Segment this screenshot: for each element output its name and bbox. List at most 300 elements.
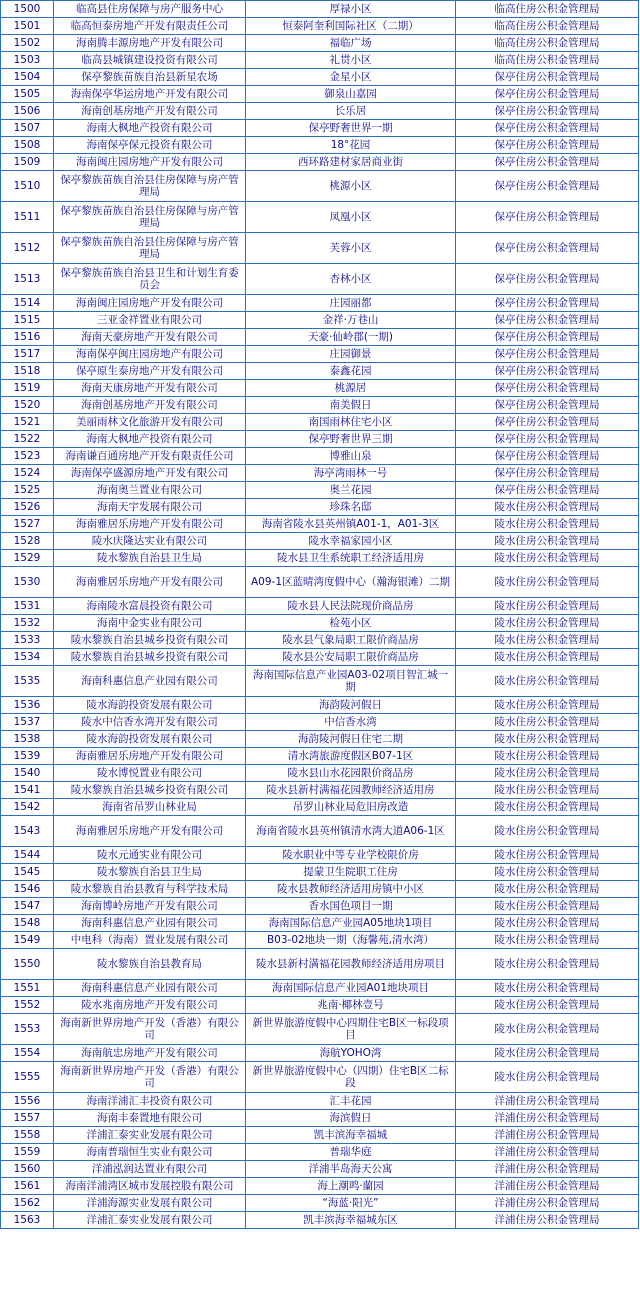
fund-authority-cell: 保亭住房公积金管理局: [456, 86, 639, 103]
developer-cell: 陵水海韵投资发展有限公司: [54, 731, 246, 748]
row-number-cell: 1525: [1, 482, 54, 499]
fund-authority-cell: 保亭住房公积金管理局: [456, 363, 639, 380]
fund-authority-cell: 陵水住房公积金管理局: [456, 615, 639, 632]
row-number-cell: 1554: [1, 1045, 54, 1062]
row-number-cell: 1560: [1, 1161, 54, 1178]
row-number-cell: 1517: [1, 346, 54, 363]
row-number-cell: 1534: [1, 649, 54, 666]
project-name-cell: 清水湾旅游度假区B07-1区: [246, 748, 456, 765]
project-name-cell: 厚禄小区: [246, 1, 456, 18]
fund-authority-cell: 保亭住房公积金管理局: [456, 414, 639, 431]
fund-authority-cell: 洋浦住房公积金管理局: [456, 1161, 639, 1178]
developer-cell: 海南创基房地产开发有限公司: [54, 397, 246, 414]
table-row: [1, 431, 639, 448]
project-name-cell: 珍珠名邸: [246, 499, 456, 516]
row-number-cell: 1500: [1, 1, 54, 18]
row-number-cell: 1543: [1, 816, 54, 847]
developer-cell: 保亭黎族苗族自治县住房保障与房产管理局: [54, 202, 246, 233]
table-row: [1, 550, 639, 567]
project-name-cell: 海亭湾雨林一号: [246, 465, 456, 482]
row-number-cell: 1511: [1, 202, 54, 233]
fund-authority-cell: 陵水住房公积金管理局: [456, 499, 639, 516]
project-name-cell: 汇丰花园: [246, 1093, 456, 1110]
fund-authority-cell: 临高住房公积金管理局: [456, 35, 639, 52]
table-row: [1, 448, 639, 465]
row-number-cell: 1552: [1, 997, 54, 1014]
table-row: [1, 202, 639, 233]
developer-cell: 陵水黎族自治县卫生局: [54, 864, 246, 881]
table-row: [1, 329, 639, 346]
fund-authority-cell: 临高住房公积金管理局: [456, 52, 639, 69]
table-row: [1, 1110, 639, 1127]
table-row: [1, 137, 639, 154]
row-number-cell: 1537: [1, 714, 54, 731]
table-row: [1, 1195, 639, 1212]
fund-authority-cell: 陵水住房公积金管理局: [456, 782, 639, 799]
project-name-cell: 提蒙卫生院职工住房: [246, 864, 456, 881]
fund-authority-cell: 陵水住房公积金管理局: [456, 1014, 639, 1045]
project-name-cell: 天豪·仙岭郡(一期): [246, 329, 456, 346]
developer-cell: 海南天豪房地产开发有限公司: [54, 329, 246, 346]
fund-authority-cell: 陵水住房公积金管理局: [456, 847, 639, 864]
project-name-cell: 奥兰花园: [246, 482, 456, 499]
fund-authority-cell: 洋浦住房公积金管理局: [456, 1110, 639, 1127]
row-number-cell: 1538: [1, 731, 54, 748]
table-row: [1, 1212, 639, 1229]
developer-cell: 海南省吊罗山林业局: [54, 799, 246, 816]
fund-authority-cell: 洋浦住房公积金管理局: [456, 1212, 639, 1229]
developer-cell: 陵水黎族自治县卫生局: [54, 550, 246, 567]
developer-cell: 海南科惠信息产业园有限公司: [54, 666, 246, 697]
developer-cell: 陵水黎族自治县城乡投资有限公司: [54, 649, 246, 666]
project-name-cell: 海滨假日: [246, 1110, 456, 1127]
developer-cell: 海南保亭华运房地产开发有限公司: [54, 86, 246, 103]
table-row: [1, 598, 639, 615]
table-row: [1, 533, 639, 550]
row-number-cell: 1523: [1, 448, 54, 465]
fund-authority-cell: 保亭住房公积金管理局: [456, 380, 639, 397]
row-number-cell: 1557: [1, 1110, 54, 1127]
project-name-cell: 海南省陵水县英州镇清水湾大道A06-1区: [246, 816, 456, 847]
table-row: [1, 414, 639, 431]
fund-authority-cell: 陵水住房公积金管理局: [456, 898, 639, 915]
project-name-cell: 泰鑫花园: [246, 363, 456, 380]
developer-cell: 海南洋浦汇丰投资有限公司: [54, 1093, 246, 1110]
developer-cell: 陵水黎族自治县教育局: [54, 949, 246, 980]
fund-authority-cell: 陵水住房公积金管理局: [456, 714, 639, 731]
row-number-cell: 1555: [1, 1062, 54, 1093]
fund-authority-cell: 保亭住房公积金管理局: [456, 120, 639, 137]
fund-authority-cell: 陵水住房公积金管理局: [456, 799, 639, 816]
row-number-cell: 1553: [1, 1014, 54, 1045]
fund-authority-cell: 陵水住房公积金管理局: [456, 816, 639, 847]
project-name-cell: 海南国际信息产业园A03-02项目智汇城一期: [246, 666, 456, 697]
row-number-cell: 1556: [1, 1093, 54, 1110]
project-name-cell: 海上潮鸣·蘭园: [246, 1178, 456, 1195]
table-row: [1, 312, 639, 329]
developer-cell: 海南保亭盛源房地产开发有限公司: [54, 465, 246, 482]
table-row: [1, 465, 639, 482]
table-row: [1, 765, 639, 782]
developer-cell: 陵水博悦置业有限公司: [54, 765, 246, 782]
row-number-cell: 1516: [1, 329, 54, 346]
developer-cell: 洋浦汇泰实业发展有限公司: [54, 1212, 246, 1229]
row-number-cell: 1533: [1, 632, 54, 649]
project-name-cell: 凤凰小区: [246, 202, 456, 233]
developer-cell: 海南博岭房地产开发有限公司: [54, 898, 246, 915]
developer-cell: 海南洋浦湾区城市发展控股有限公司: [54, 1178, 246, 1195]
table-row: [1, 799, 639, 816]
fund-authority-cell: 陵水住房公积金管理局: [456, 997, 639, 1014]
developer-cell: 保亭黎族苗族自治县住房保障与房产管理局: [54, 171, 246, 202]
row-number-cell: 1540: [1, 765, 54, 782]
row-number-cell: 1558: [1, 1127, 54, 1144]
developer-cell: 陵水中信香水湾开发有限公司: [54, 714, 246, 731]
row-number-cell: 1527: [1, 516, 54, 533]
fund-authority-cell: 洋浦住房公积金管理局: [456, 1127, 639, 1144]
row-number-cell: 1542: [1, 799, 54, 816]
developer-cell: 海南腾丰源房地产开发有限公司: [54, 35, 246, 52]
fund-authority-cell: 洋浦住房公积金管理局: [456, 1093, 639, 1110]
project-name-cell: 庄园丽都: [246, 295, 456, 312]
row-number-cell: 1550: [1, 949, 54, 980]
project-name-cell: 检苑小区: [246, 615, 456, 632]
row-number-cell: 1522: [1, 431, 54, 448]
fund-authority-cell: 陵水住房公积金管理局: [456, 666, 639, 697]
fund-authority-cell: 保亭住房公积金管理局: [456, 431, 639, 448]
developer-cell: 陵水元通实业有限公司: [54, 847, 246, 864]
project-name-cell: 陵水县卫生系统职工经济适用房: [246, 550, 456, 567]
project-name-cell: 桃源小区: [246, 171, 456, 202]
developer-cell: 洋浦汇泰实业发展有限公司: [54, 1127, 246, 1144]
table-row: [1, 86, 639, 103]
row-number-cell: 1526: [1, 499, 54, 516]
table-row: [1, 567, 639, 598]
table-row: [1, 697, 639, 714]
fund-authority-cell: 临高住房公积金管理局: [456, 1, 639, 18]
fund-authority-cell: 保亭住房公积金管理局: [456, 346, 639, 363]
table-row: [1, 847, 639, 864]
developer-cell: 洋浦海源实业发展有限公司: [54, 1195, 246, 1212]
fund-authority-cell: 陵水住房公积金管理局: [456, 765, 639, 782]
project-name-cell: 中信香水湾: [246, 714, 456, 731]
row-number-cell: 1549: [1, 932, 54, 949]
developer-cell: 海南保亭保元投资有限公司: [54, 137, 246, 154]
fund-authority-cell: 洋浦住房公积金管理局: [456, 1178, 639, 1195]
fund-authority-cell: 陵水住房公积金管理局: [456, 632, 639, 649]
fund-authority-cell: 陵水住房公积金管理局: [456, 1062, 639, 1093]
table-row: [1, 363, 639, 380]
developer-cell: 海南奥兰置业有限公司: [54, 482, 246, 499]
table-body: [1, 1, 639, 1229]
fund-authority-cell: 保亭住房公积金管理局: [456, 295, 639, 312]
table-row: [1, 816, 639, 847]
row-number-cell: 1545: [1, 864, 54, 881]
project-name-cell: 御泉山嘉园: [246, 86, 456, 103]
developer-cell: 临高恒泰房地产开发有限责任公司: [54, 18, 246, 35]
row-number-cell: 1559: [1, 1144, 54, 1161]
fund-authority-cell: 陵水住房公积金管理局: [456, 864, 639, 881]
developer-cell: 陵水黎族自治县教育与科学技术局: [54, 881, 246, 898]
developer-cell: 海南新世界房地产开发（香港）有限公司: [54, 1062, 246, 1093]
row-number-cell: 1563: [1, 1212, 54, 1229]
project-name-cell: 凯丰滨海幸福城东区: [246, 1212, 456, 1229]
developer-cell: 保亭黎族苗族自治县住房保障与房产管理局: [54, 233, 246, 264]
table-row: [1, 898, 639, 915]
row-number-cell: 1520: [1, 397, 54, 414]
developer-cell: 海南丰泰置地有限公司: [54, 1110, 246, 1127]
table-row: [1, 233, 639, 264]
row-number-cell: 1504: [1, 69, 54, 86]
row-number-cell: 1546: [1, 881, 54, 898]
developer-cell: 海南大枫地产投资有限公司: [54, 120, 246, 137]
developer-cell: 海南中金实业有限公司: [54, 615, 246, 632]
project-name-cell: 陵水县气象局职工限价商品房: [246, 632, 456, 649]
row-number-cell: 1503: [1, 52, 54, 69]
row-number-cell: 1539: [1, 748, 54, 765]
project-name-cell: 陵水县山水花园限价商品房: [246, 765, 456, 782]
project-name-cell: 吊罗山林业局危旧房改造: [246, 799, 456, 816]
project-name-cell: 保亭野奢世界一期: [246, 120, 456, 137]
project-name-cell: 福临广场: [246, 35, 456, 52]
project-name-cell: 洋浦半岛海天公寓: [246, 1161, 456, 1178]
project-name-cell: 香水国色项目一期: [246, 898, 456, 915]
fund-authority-cell: 保亭住房公积金管理局: [456, 137, 639, 154]
project-name-cell: 陵水县教师经济适用房镇中小区: [246, 881, 456, 898]
fund-authority-cell: 洋浦住房公积金管理局: [456, 1144, 639, 1161]
table-row: [1, 1178, 639, 1195]
table-row: [1, 35, 639, 52]
fund-authority-cell: 保亭住房公积金管理局: [456, 329, 639, 346]
table-row: [1, 346, 639, 363]
fund-authority-cell: 保亭住房公积金管理局: [456, 448, 639, 465]
fund-authority-cell: 陵水住房公积金管理局: [456, 567, 639, 598]
project-name-cell: “海蓝·阳光”: [246, 1195, 456, 1212]
developer-cell: 临高县城镇建设投资有限公司: [54, 52, 246, 69]
table-row: [1, 864, 639, 881]
project-name-cell: B03-02地块一期（海馨苑,清水湾）: [246, 932, 456, 949]
fund-authority-cell: 陵水住房公积金管理局: [456, 932, 639, 949]
project-name-cell: 杏林小区: [246, 264, 456, 295]
row-number-cell: 1524: [1, 465, 54, 482]
row-number-cell: 1505: [1, 86, 54, 103]
table-row: [1, 154, 639, 171]
fund-authority-cell: 陵水住房公积金管理局: [456, 516, 639, 533]
developer-cell: 海南闽庄园房地产开发有限公司: [54, 154, 246, 171]
table-row: [1, 666, 639, 697]
developer-cell: 海南陵水富晨投资有限公司: [54, 598, 246, 615]
project-name-cell: 18°花园: [246, 137, 456, 154]
row-number-cell: 1513: [1, 264, 54, 295]
table-row: [1, 397, 639, 414]
row-number-cell: 1501: [1, 18, 54, 35]
table-row: [1, 748, 639, 765]
row-number-cell: 1508: [1, 137, 54, 154]
fund-authority-cell: 保亭住房公积金管理局: [456, 171, 639, 202]
fund-authority-cell: 保亭住房公积金管理局: [456, 69, 639, 86]
row-number-cell: 1529: [1, 550, 54, 567]
row-number-cell: 1519: [1, 380, 54, 397]
developer-cell: 保亭黎族苗族自治县新星农场: [54, 69, 246, 86]
project-name-cell: 芙蓉小区: [246, 233, 456, 264]
table-row: [1, 731, 639, 748]
project-name-cell: 海航YOHO湾: [246, 1045, 456, 1062]
developer-cell: 陵水海韵投资发展有限公司: [54, 697, 246, 714]
project-name-cell: 陵水县人民法院现价商品房: [246, 598, 456, 615]
developer-cell: 陵水黎族自治县城乡投资有限公司: [54, 632, 246, 649]
project-name-cell: 保亭野奢世界三期: [246, 431, 456, 448]
project-name-cell: 陵水县新村满福花园教师经济适用房项目: [246, 949, 456, 980]
developer-cell: 海南闽庄园房地产开发有限公司: [54, 295, 246, 312]
table-row: [1, 1, 639, 18]
fund-authority-cell: 保亭住房公积金管理局: [456, 312, 639, 329]
table-row: [1, 1045, 639, 1062]
row-number-cell: 1535: [1, 666, 54, 697]
row-number-cell: 1562: [1, 1195, 54, 1212]
table-row: [1, 1014, 639, 1045]
fund-authority-cell: 陵水住房公积金管理局: [456, 533, 639, 550]
developer-cell: 海南普瑞恒生实业有限公司: [54, 1144, 246, 1161]
row-number-cell: 1541: [1, 782, 54, 799]
developer-cell: 海南大枫地产投资有限公司: [54, 431, 246, 448]
row-number-cell: 1544: [1, 847, 54, 864]
developer-cell: 三亚金祥置业有限公司: [54, 312, 246, 329]
table-row: [1, 915, 639, 932]
row-number-cell: 1530: [1, 567, 54, 598]
developer-cell: 海南天康房地产开发有限公司: [54, 380, 246, 397]
row-number-cell: 1510: [1, 171, 54, 202]
table-row: [1, 380, 639, 397]
project-name-cell: 兆南·椰林壹号: [246, 997, 456, 1014]
row-number-cell: 1509: [1, 154, 54, 171]
row-number-cell: 1502: [1, 35, 54, 52]
table-row: [1, 482, 639, 499]
project-name-cell: 海南省陵水县英州镇A01-1，A01-3区: [246, 516, 456, 533]
project-name-cell: 陵水职业中等专业学校限价房: [246, 847, 456, 864]
table-row: [1, 499, 639, 516]
developer-cell: 陵水黎族自治县城乡投资有限公司: [54, 782, 246, 799]
row-number-cell: 1548: [1, 915, 54, 932]
table-row: [1, 782, 639, 799]
project-name-cell: 陵水县公安局职工限价商品房: [246, 649, 456, 666]
project-name-cell: 普瑞华庭: [246, 1144, 456, 1161]
row-number-cell: 1514: [1, 295, 54, 312]
fund-authority-cell: 陵水住房公积金管理局: [456, 697, 639, 714]
table-row: [1, 18, 639, 35]
table-row: [1, 1127, 639, 1144]
developer-cell: 海南雅居乐房地产开发有限公司: [54, 748, 246, 765]
developer-cell: 陵水兆南房地产开发有限公司: [54, 997, 246, 1014]
row-number-cell: 1551: [1, 980, 54, 997]
table-row: [1, 295, 639, 312]
project-name-cell: 礼贯小区: [246, 52, 456, 69]
developer-cell: 海南雅居乐房地产开发有限公司: [54, 816, 246, 847]
project-name-cell: 新世界旅游度假中心（四期）住宅B区二标段: [246, 1062, 456, 1093]
project-name-cell: 长乐居: [246, 103, 456, 120]
fund-authority-cell: 保亭住房公积金管理局: [456, 233, 639, 264]
developer-cell: 临高县住房保障与房产服务中心: [54, 1, 246, 18]
project-name-cell: 博雅山泉: [246, 448, 456, 465]
developer-cell: 美丽雨林文化旅游开发有限公司: [54, 414, 246, 431]
project-name-cell: A09-1区蓝晴湾度假中心（瀚海银滩）二期: [246, 567, 456, 598]
developer-cell: 海南谦百通房地产开发有限责任公司: [54, 448, 246, 465]
project-name-cell: 庄园御景: [246, 346, 456, 363]
table-row: [1, 932, 639, 949]
fund-authority-cell: 保亭住房公积金管理局: [456, 154, 639, 171]
project-name-cell: 南美假日: [246, 397, 456, 414]
table-row: [1, 1062, 639, 1093]
developer-cell: 洋浦泓润达置业有限公司: [54, 1161, 246, 1178]
project-name-cell: 凯丰滨海幸福城: [246, 1127, 456, 1144]
row-number-cell: 1515: [1, 312, 54, 329]
project-name-cell: 海韵陵河假日: [246, 697, 456, 714]
project-name-cell: 陵水县新村满福花园教师经济适用房: [246, 782, 456, 799]
fund-authority-cell: 临高住房公积金管理局: [456, 18, 639, 35]
row-number-cell: 1547: [1, 898, 54, 915]
table-row: [1, 881, 639, 898]
project-name-cell: 陵水幸福家园小区: [246, 533, 456, 550]
fund-authority-cell: 陵水住房公积金管理局: [456, 598, 639, 615]
project-name-cell: 南国雨林住宅小区: [246, 414, 456, 431]
table-row: [1, 615, 639, 632]
table-row: [1, 516, 639, 533]
row-number-cell: 1507: [1, 120, 54, 137]
row-number-cell: 1532: [1, 615, 54, 632]
row-number-cell: 1506: [1, 103, 54, 120]
table-row: [1, 949, 639, 980]
fund-authority-cell: 陵水住房公积金管理局: [456, 550, 639, 567]
row-number-cell: 1518: [1, 363, 54, 380]
developer-cell: 保亭黎族苗族自治县卫生和计划生育委员会: [54, 264, 246, 295]
fund-authority-cell: 陵水住房公积金管理局: [456, 748, 639, 765]
table-row: [1, 632, 639, 649]
developer-cell: 海南新世界房地产开发（香港）有限公司: [54, 1014, 246, 1045]
table-row: [1, 997, 639, 1014]
table-row: [1, 171, 639, 202]
table-row: [1, 649, 639, 666]
fund-authority-cell: 陵水住房公积金管理局: [456, 649, 639, 666]
table-row: [1, 980, 639, 997]
table-row: [1, 1161, 639, 1178]
project-name-cell: 桃源居: [246, 380, 456, 397]
project-name-cell: 西环路建材家居商业街: [246, 154, 456, 171]
table-row: [1, 52, 639, 69]
developer-cell: 中电科（海南）置业发展有限公司: [54, 932, 246, 949]
fund-authority-cell: 陵水住房公积金管理局: [456, 980, 639, 997]
row-number-cell: 1512: [1, 233, 54, 264]
project-name-cell: 海南国际信息产业园A05地块1项目: [246, 915, 456, 932]
table-row: [1, 1093, 639, 1110]
row-number-cell: 1561: [1, 1178, 54, 1195]
row-number-cell: 1531: [1, 598, 54, 615]
row-number-cell: 1536: [1, 697, 54, 714]
developer-cell: 海南创基房地产开发有限公司: [54, 103, 246, 120]
table-row: [1, 1144, 639, 1161]
project-name-cell: 新世界旅游度假中心四期住宅B区一标段项目: [246, 1014, 456, 1045]
project-name-cell: 金祥·万巷山: [246, 312, 456, 329]
developer-cell: 保亭原生泰房地产开发有限公司: [54, 363, 246, 380]
table-row: [1, 714, 639, 731]
developer-cell: 海南保亭闽庄园房地产有限公司: [54, 346, 246, 363]
developer-cell: 海南天宇发展有限公司: [54, 499, 246, 516]
fund-authority-cell: 保亭住房公积金管理局: [456, 397, 639, 414]
developer-cell: 海南科惠信息产业园有限公司: [54, 980, 246, 997]
fund-authority-cell: 洋浦住房公积金管理局: [456, 1195, 639, 1212]
developer-cell: 海南雅居乐房地产开发有限公司: [54, 567, 246, 598]
developer-cell: 陵水庆隆达实业有限公司: [54, 533, 246, 550]
row-number-cell: 1521: [1, 414, 54, 431]
fund-authority-cell: 保亭住房公积金管理局: [456, 264, 639, 295]
